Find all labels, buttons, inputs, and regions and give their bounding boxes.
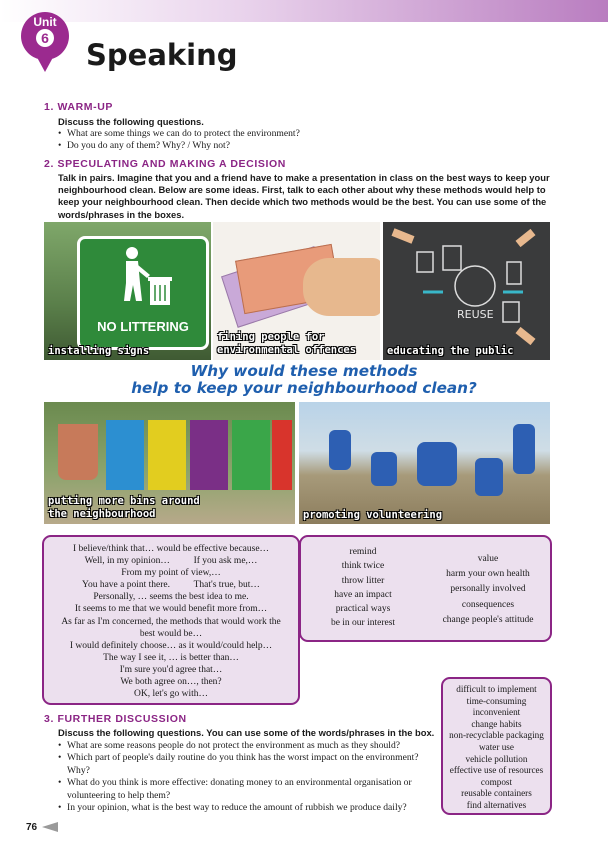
caption-line: putting more bins around [48,495,200,507]
word: compost [480,776,513,787]
list-item: • What do you think is more effective: donating money to an environmental organisation or volunteering to help them? [58,777,438,802]
list-item: • Which part of people's daily routine do you think has the worst impact on the environment? Why? [58,752,438,777]
unit-number: 6 [36,29,54,47]
phrases-list [44,537,298,700]
section3-heading: 3. FURTHER DISCUSSION [44,713,187,725]
section3-instruction: Discuss the following questions. You can use some of the words/phrases in the box. [58,727,435,738]
volunteer-figure [475,458,503,496]
list-item: • Do you do any of them? Why? / Why not? [58,140,300,152]
phrase: I'm sure you'd agree that… [119,664,223,675]
section1-question-list [58,128,300,153]
section1-heading: 1. WARM-UP [44,101,113,113]
word: change people's attitude [442,614,534,625]
photo-volunteering [299,402,550,524]
word: think twice [341,561,385,572]
photo-caption [303,509,442,522]
word: water use [479,741,514,752]
section3-question-list [58,740,438,814]
section2-instruction [58,172,550,221]
phrase: We both agree on…, then? [120,677,222,688]
word: have an impact [334,589,392,600]
flower-pot [58,424,98,480]
word: harm your own health [446,569,530,580]
bin-yellow [148,420,186,490]
word: throw litter [341,575,385,586]
section3-words-box [441,677,552,815]
page-arrow-icon [42,822,58,832]
bin-blue [106,420,144,490]
chalkboard-drawings [383,222,550,360]
volunteer-figure [371,452,397,486]
word: change habits [471,718,522,729]
word: be in our interest [330,618,396,629]
sign-text: NO LITTERING [97,319,189,334]
no-littering-sign [77,236,209,350]
phrase: As far as I'm concerned, the methods that would work the [61,616,281,627]
question-line: Why would these methods [190,362,418,380]
phrase: I believe/think that… would be effective because… [72,544,270,554]
word: reusable containers [461,788,532,799]
caption-line: the neighbourhood [48,508,156,520]
word: difficult to implement [456,684,537,694]
photo-caption [217,331,356,357]
word: practical ways [335,604,391,615]
phrase: I would definitely choose… as it would/could help… [69,640,273,651]
list-item: • In your opinion, what is the best way to reduce the amount of rubbish we produce daily? [58,802,438,814]
word: effective use of resources [449,765,544,776]
word: value [477,554,499,564]
photo-more-bins [44,402,295,524]
page-number: 76 [26,822,38,833]
hand [303,258,380,316]
caption-line: fining people for [217,331,325,343]
instruction-line: keep your neighbourhood clean. Then decide which two methods would be the best. You can use some of the [58,196,547,208]
word: find alternatives [466,799,527,810]
word: vehicle pollution [465,753,528,764]
words-box [299,535,552,642]
list-item: • What are some things we can do to protect the environment? [58,128,300,140]
phrase: OK, let's go with… [133,689,208,700]
section1-instruction: Discuss the following questions. [58,116,204,127]
photo-fining-people [213,222,380,360]
words-column-2 [429,552,547,628]
words-column-1 [303,545,423,631]
phrase: best would be… [139,628,203,639]
phrase: Well, in my opinion… If you ask me,… [84,556,258,567]
phrase: The way I see it, … is better than… [103,652,239,663]
photo-caption [387,345,513,358]
list-item: • What are some reasons people do not protect the environment as much as they should? [58,740,438,752]
word: non-recyclable packaging [449,730,544,741]
photo-installing-signs [44,222,211,360]
caption-line: installing signs [48,345,150,357]
bin-red [272,420,292,490]
word: time-consuming [466,695,527,706]
bin-purple [190,420,228,490]
instruction-line: words/phrases in the boxes. [58,208,185,220]
caption-line: environmental offences [217,344,357,356]
instruction-line: Talk in pairs. Imagine that you and a friend have to make a presentation in class on the best ways to keep your [58,172,550,183]
page-title: Speaking [86,38,238,72]
word: inconvenient [472,707,521,718]
caption-line: promoting volunteering [303,509,443,521]
central-question [40,363,568,397]
caption-line: educating the public [387,345,514,357]
section3-words-list [443,679,550,812]
instruction-line: neighbourhood clean. Below are some ideas. First, talk to each other about why these methods would help to [58,184,546,196]
phrase: From my point of view,… [121,568,221,579]
volunteer-figure [329,430,351,470]
photo-educating-public [383,222,550,360]
header-gradient-bar [0,0,608,22]
unit-label: Unit [33,15,57,29]
photo-caption [48,345,149,358]
word: personally involved [450,584,526,595]
word: consequences [461,599,515,610]
question-line: help to keep your neighbourhood clean? [131,379,477,397]
phrase: It seems to me that we would benefit more from… [74,604,268,615]
litter-bin-figure-icon [80,239,206,319]
phrase: Personally, … seems the best idea to me. [93,592,249,603]
phrase: You have a point there. That's true, but… [82,580,260,591]
board-text: REUSE [457,308,494,321]
bin-green [232,420,270,490]
section2-heading: 2. SPECULATING AND MAKING A DECISION [44,158,286,170]
volunteer-figure [417,442,457,486]
phrases-box [42,535,300,705]
word: remind [349,547,377,557]
photo-caption [48,495,200,521]
volunteer-figure [513,424,535,474]
